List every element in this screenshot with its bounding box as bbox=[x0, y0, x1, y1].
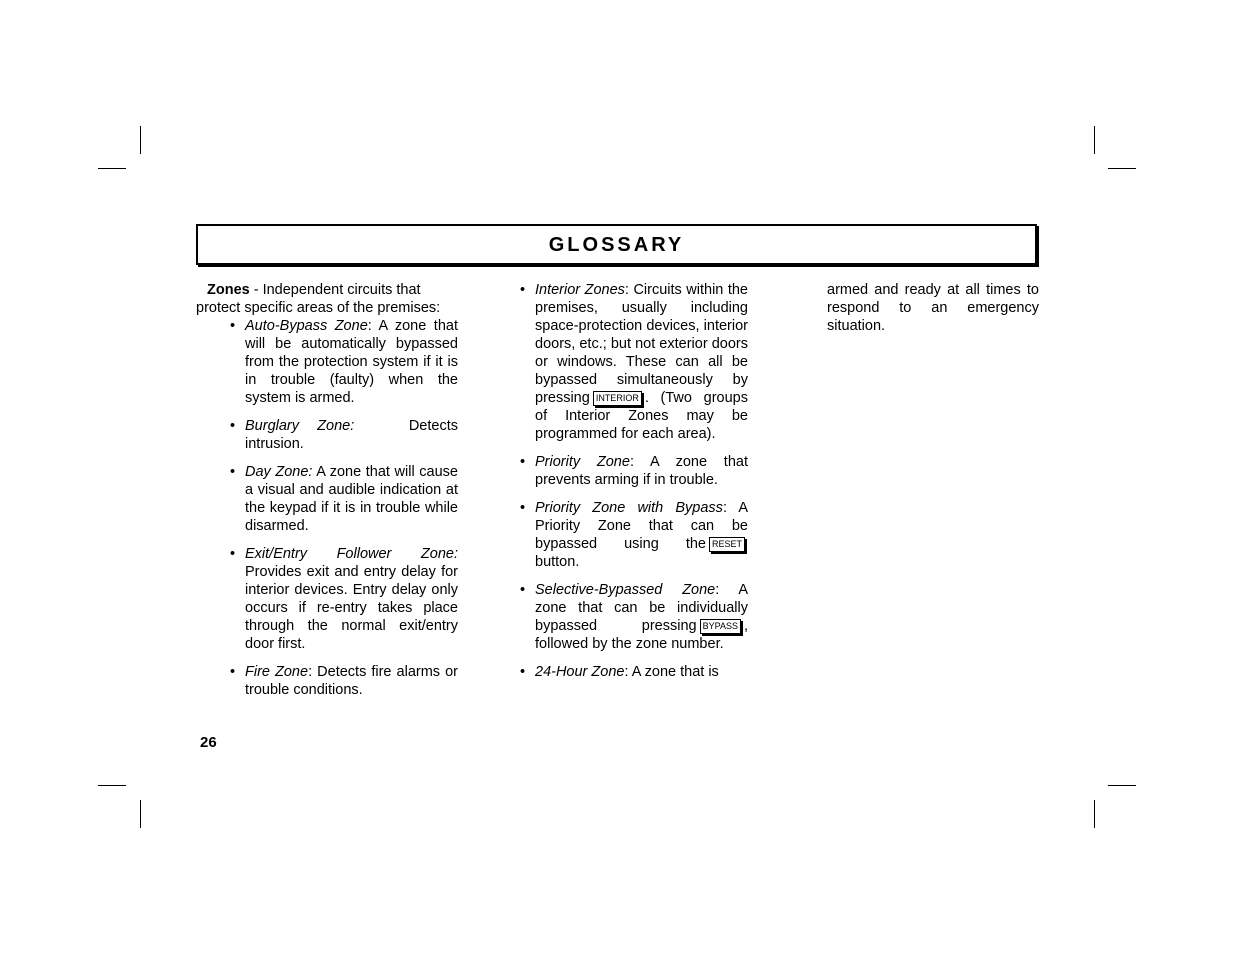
list-item: • Exit/Entry Follower Zone: Provides exit and entry delay for interior devices. Entry delay only occurs if re-entry takes place through the normal exit/entry door first. bbox=[228, 545, 458, 653]
continuation-text: armed and ready at all times to respond to an emergency situation. bbox=[827, 282, 1039, 334]
list-item: • Burglary Zone: Detects intrusion. bbox=[228, 417, 458, 453]
crop-mark bbox=[98, 785, 126, 786]
list-item: • Priority Zone with Bypass: A Priority Zone that can be bypassed using the RESET button. bbox=[518, 499, 748, 571]
crop-mark bbox=[1094, 126, 1095, 154]
column-right bbox=[827, 281, 1039, 335]
crop-mark bbox=[1108, 785, 1136, 786]
crop-mark bbox=[140, 800, 141, 828]
column-left bbox=[196, 281, 458, 709]
interior-key-icon: INTERIOR bbox=[593, 391, 642, 406]
list-item: • Interior Zones: Circuits within the premises, usually including space-protection devices, interior doors, etc.; but not exterior doors or windows. These can all be bypassed simultaneously by pressing INTERIOR . (Two groups of Interior Zones may be programmed for each area). bbox=[518, 281, 748, 443]
list-item: • Auto-Bypass Zone: A zone that will be automatically bypassed from the protection system if it is in trouble (faulty) when the system is armed. bbox=[228, 317, 458, 407]
crop-mark bbox=[98, 168, 126, 169]
list-item: • Fire Zone: Detects fire alarms or trouble conditions. bbox=[228, 663, 458, 699]
list-item: • Selective-Bypassed Zone: A zone that can be individually bypassed pressing BYPASS , followed by the zone number. bbox=[518, 581, 748, 653]
page-number: 26 bbox=[200, 734, 217, 751]
zone-list-2 bbox=[518, 281, 748, 681]
crop-mark bbox=[1108, 168, 1136, 169]
list-item: • Day Zone: A zone that will cause a visual and audible indication at the keypad if it is in trouble while disarmed. bbox=[228, 463, 458, 535]
zones-definition: - Independent circuits that protect specific areas of the premises: bbox=[196, 282, 441, 316]
column-middle bbox=[518, 281, 748, 691]
reset-key-icon: RESET bbox=[709, 537, 745, 552]
zones-term: Zones bbox=[207, 282, 250, 298]
crop-mark bbox=[140, 126, 141, 154]
bypass-key-icon: BYPASS bbox=[700, 619, 741, 634]
zones-intro bbox=[196, 281, 458, 317]
crop-mark bbox=[1094, 800, 1095, 828]
list-item: • 24-Hour Zone: A zone that is bbox=[518, 663, 748, 681]
page-title: GLOSSARY bbox=[548, 233, 685, 256]
title-box bbox=[196, 224, 1037, 265]
zone-list bbox=[228, 317, 458, 699]
list-item: • Priority Zone: A zone that prevents arming if in trouble. bbox=[518, 453, 748, 489]
